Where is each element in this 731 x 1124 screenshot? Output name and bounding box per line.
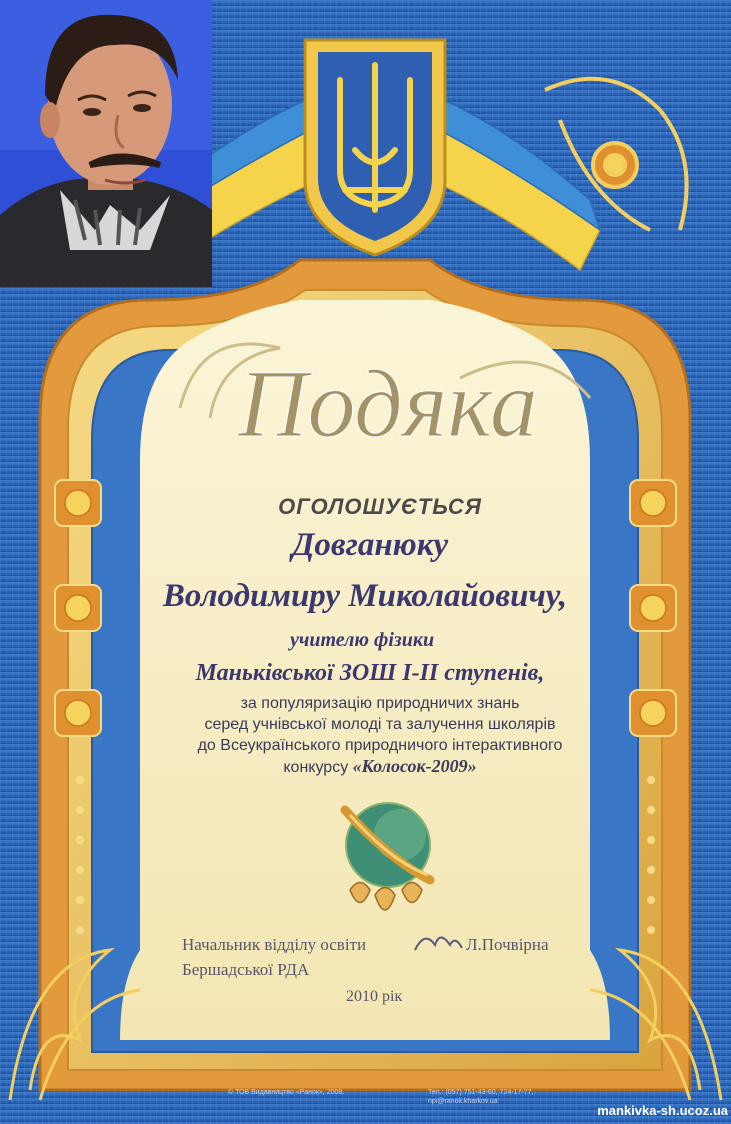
reason-line: серед учнівської молоді та залучення школярів — [204, 716, 556, 733]
reason-line-last — [140, 756, 620, 778]
announcement-text: ОГОЛОШУЄТЬСЯ — [278, 494, 482, 519]
recipient-school: Маньківської ЗОШ І-ІІ ступенів, — [195, 660, 545, 686]
portrait-photo — [0, 0, 212, 287]
site-watermark: mankivka-sh.ucoz.ua — [597, 1103, 728, 1118]
publisher-email: npi@ranok.kharkov.ua — [428, 1098, 498, 1105]
contest-logo-icon — [345, 803, 430, 910]
contest-name: «Колосок-2009» — [352, 756, 477, 776]
reason-text — [140, 693, 620, 778]
certificate-title — [160, 318, 600, 478]
recipient-surname: Довганюку — [291, 527, 449, 563]
signer-name: Л.Почвірна — [466, 935, 549, 954]
recipient-position: учителю фізики — [290, 629, 435, 651]
signature-position-line2: Бершадської РДА — [182, 960, 310, 979]
reason-last-prefix: конкурсу — [283, 759, 353, 776]
title-text: Подяка — [238, 350, 538, 457]
signature-position-line1: Начальник відділу освіти — [182, 935, 367, 954]
recipient-name: Володимиру Миколайовичу, — [162, 578, 568, 614]
certificate-year: 2010 рік — [346, 988, 403, 1005]
publisher-phone: Тел.: (057) 751-43-60, 724-17-77, — [428, 1089, 534, 1096]
reason-line: за популяризацію природничих знань — [240, 695, 520, 712]
reason-line: до Всеукраїнського природничого інтерактивного — [197, 737, 563, 754]
emblem-icon — [305, 40, 445, 255]
publisher-line: © ТОВ Видавництво «Ранок», 2008. — [228, 1089, 345, 1096]
